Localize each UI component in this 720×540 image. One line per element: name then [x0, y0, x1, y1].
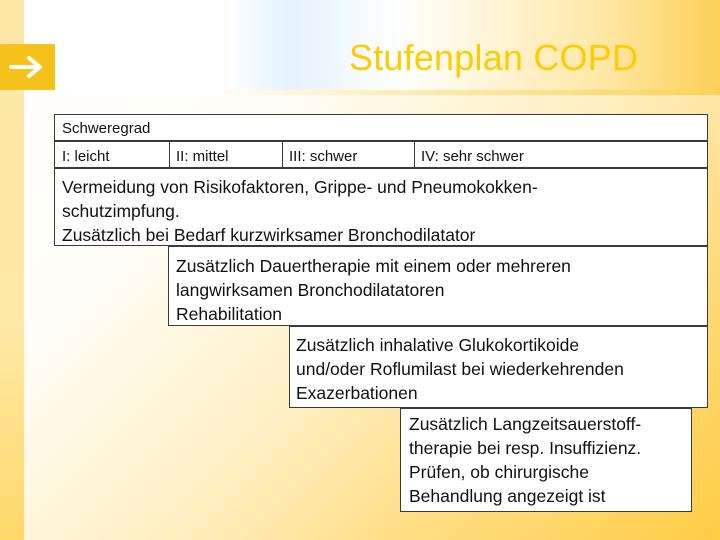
step-line: Zusätzlich inhalative Glukokortikoide [296, 335, 580, 355]
step-line: Zusätzlich Dauertherapie mit einem oder mehreren [176, 256, 571, 276]
therapy-step-2 [168, 246, 708, 326]
step-line: Zusätzlich Langzeitsauerstoff- [409, 414, 642, 434]
step-line: Vermeidung von Risikofaktoren, Grippe- und Pneumokokken- [62, 177, 538, 197]
step-line: Prüfen, ob chirurgische [409, 462, 589, 482]
step-line: Zusätzlich bei Bedarf kurzwirksamer Bronchodilatator [62, 225, 476, 245]
right-arrow-icon [8, 54, 46, 85]
severity-levels-row [54, 141, 708, 168]
step-line: Exazerbationen [296, 383, 418, 403]
severity-header-label: Schweregrad [62, 120, 151, 137]
step-line: langwirksamen Bronchodilatatoren [176, 280, 445, 300]
page-title: Stufenplan COPD [349, 37, 639, 78]
step-line: therapie bei resp. Insuffizienz. [409, 438, 642, 458]
arrow-box [0, 44, 55, 90]
step-line: und/oder Roflumilast bei wiederkehrenden [296, 359, 624, 379]
therapy-step-4 [400, 408, 692, 512]
step-line: Rehabilitation [176, 304, 283, 324]
level-cell-1: I: leicht [62, 148, 110, 165]
level-cell-4: IV: sehr schwer [421, 148, 524, 165]
step-line: Behandlung angezeigt ist [409, 486, 606, 506]
level-cell-2: II: mittel [176, 148, 229, 165]
therapy-step-1 [54, 168, 708, 246]
severity-header-row [54, 114, 708, 141]
therapy-step-3 [289, 326, 708, 408]
level-cell-3: III: schwer [289, 148, 358, 165]
step-line: schutzimpfung. [62, 201, 180, 221]
